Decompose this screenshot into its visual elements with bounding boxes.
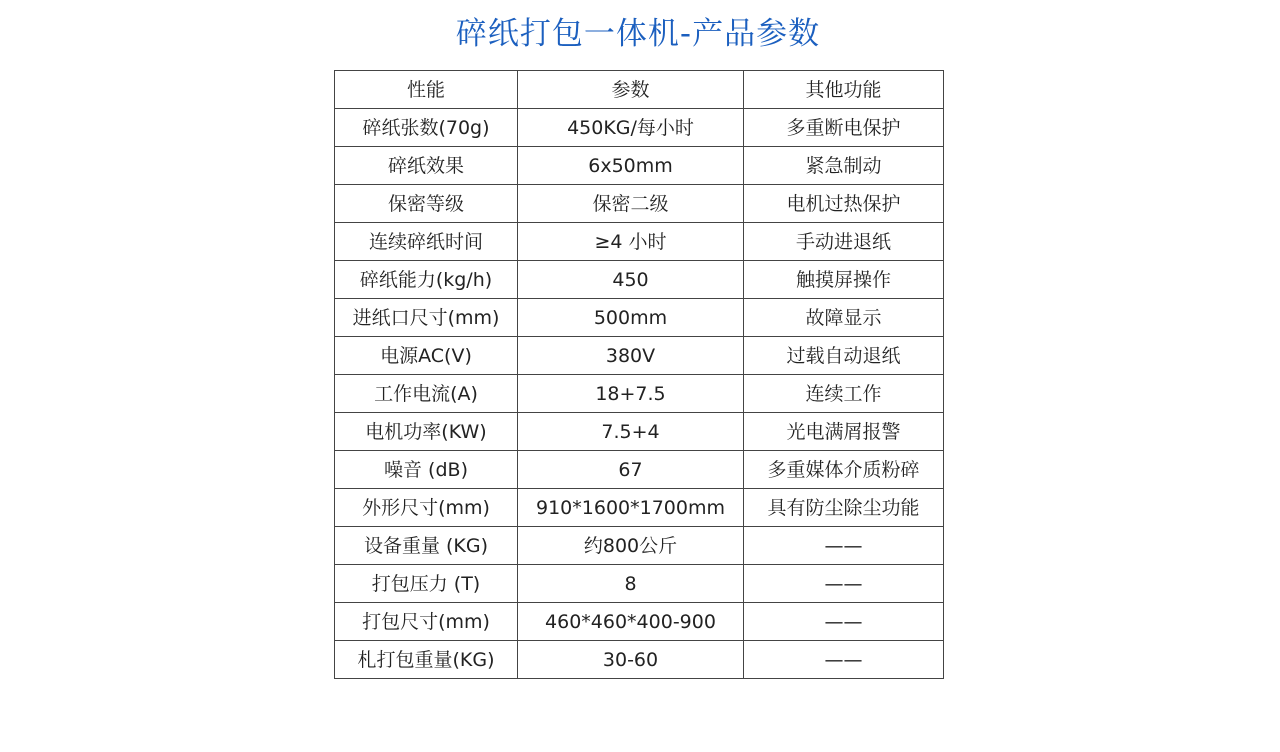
column-header-other-functions: 其他功能 [744, 71, 944, 109]
table-cell-performance: 碎纸能力(kg/h) [335, 261, 518, 299]
table-row [335, 565, 944, 603]
table-row [335, 527, 944, 565]
table-cell-other-function: —— [744, 527, 944, 565]
table-row [335, 147, 944, 185]
table-cell-parameter: 约800公斤 [518, 527, 744, 565]
table-row [335, 337, 944, 375]
table-cell-parameter: 7.5+4 [518, 413, 744, 451]
table-cell-performance: 打包压力 (T) [335, 565, 518, 603]
table-cell-other-function: —— [744, 641, 944, 679]
table-cell-parameter: ≥4 小时 [518, 223, 744, 261]
table-cell-other-function: —— [744, 565, 944, 603]
table-cell-parameter: 保密二级 [518, 185, 744, 223]
table-cell-parameter: 6x50mm [518, 147, 744, 185]
table-cell-performance: 噪音 (dB) [335, 451, 518, 489]
spec-table [334, 70, 944, 679]
table-row [335, 223, 944, 261]
column-header-parameter: 参数 [518, 71, 744, 109]
table-cell-parameter: 460*460*400-900 [518, 603, 744, 641]
table-cell-performance: 电机功率(KW) [335, 413, 518, 451]
table-cell-other-function: 具有防尘除尘功能 [744, 489, 944, 527]
table-cell-parameter: 67 [518, 451, 744, 489]
table-cell-other-function: 触摸屏操作 [744, 261, 944, 299]
table-cell-performance: 札打包重量(KG) [335, 641, 518, 679]
table-row [335, 375, 944, 413]
table-cell-performance: 外形尺寸(mm) [335, 489, 518, 527]
table-row [335, 451, 944, 489]
table-cell-performance: 连续碎纸时间 [335, 223, 518, 261]
table-cell-parameter: 18+7.5 [518, 375, 744, 413]
table-header-row [335, 71, 944, 109]
page-title: 碎纸打包一体机-产品参数 [455, 16, 821, 52]
table-row [335, 641, 944, 679]
table-cell-other-function: —— [744, 603, 944, 641]
table-cell-parameter: 30-60 [518, 641, 744, 679]
table-cell-other-function: 电机过热保护 [744, 185, 944, 223]
table-cell-parameter: 450KG/每小时 [518, 109, 744, 147]
table-row [335, 185, 944, 223]
table-cell-performance: 工作电流(A) [335, 375, 518, 413]
table-cell-other-function: 紧急制动 [744, 147, 944, 185]
table-cell-performance: 碎纸张数(70g) [335, 109, 518, 147]
table-row [335, 299, 944, 337]
table-row [335, 109, 944, 147]
table-cell-performance: 进纸口尺寸(mm) [335, 299, 518, 337]
table-cell-parameter: 8 [518, 565, 744, 603]
table-cell-other-function: 光电满屑报警 [744, 413, 944, 451]
table-cell-performance: 碎纸效果 [335, 147, 518, 185]
table-cell-performance: 电源AC(V) [335, 337, 518, 375]
table-cell-other-function: 过载自动退纸 [744, 337, 944, 375]
table-row [335, 413, 944, 451]
table-row [335, 261, 944, 299]
column-header-performance: 性能 [335, 71, 518, 109]
table-cell-parameter: 380V [518, 337, 744, 375]
table-cell-parameter: 450 [518, 261, 744, 299]
table-cell-other-function: 多重断电保护 [744, 109, 944, 147]
table-cell-other-function: 手动进退纸 [744, 223, 944, 261]
table-cell-other-function: 故障显示 [744, 299, 944, 337]
table-cell-performance: 打包尺寸(mm) [335, 603, 518, 641]
table-row [335, 489, 944, 527]
table-cell-other-function: 连续工作 [744, 375, 944, 413]
table-row [335, 603, 944, 641]
table-cell-other-function: 多重媒体介质粉碎 [744, 451, 944, 489]
table-cell-performance: 设备重量 (KG) [335, 527, 518, 565]
table-cell-performance: 保密等级 [335, 185, 518, 223]
table-cell-parameter: 500mm [518, 299, 744, 337]
table-cell-parameter: 910*1600*1700mm [518, 489, 744, 527]
